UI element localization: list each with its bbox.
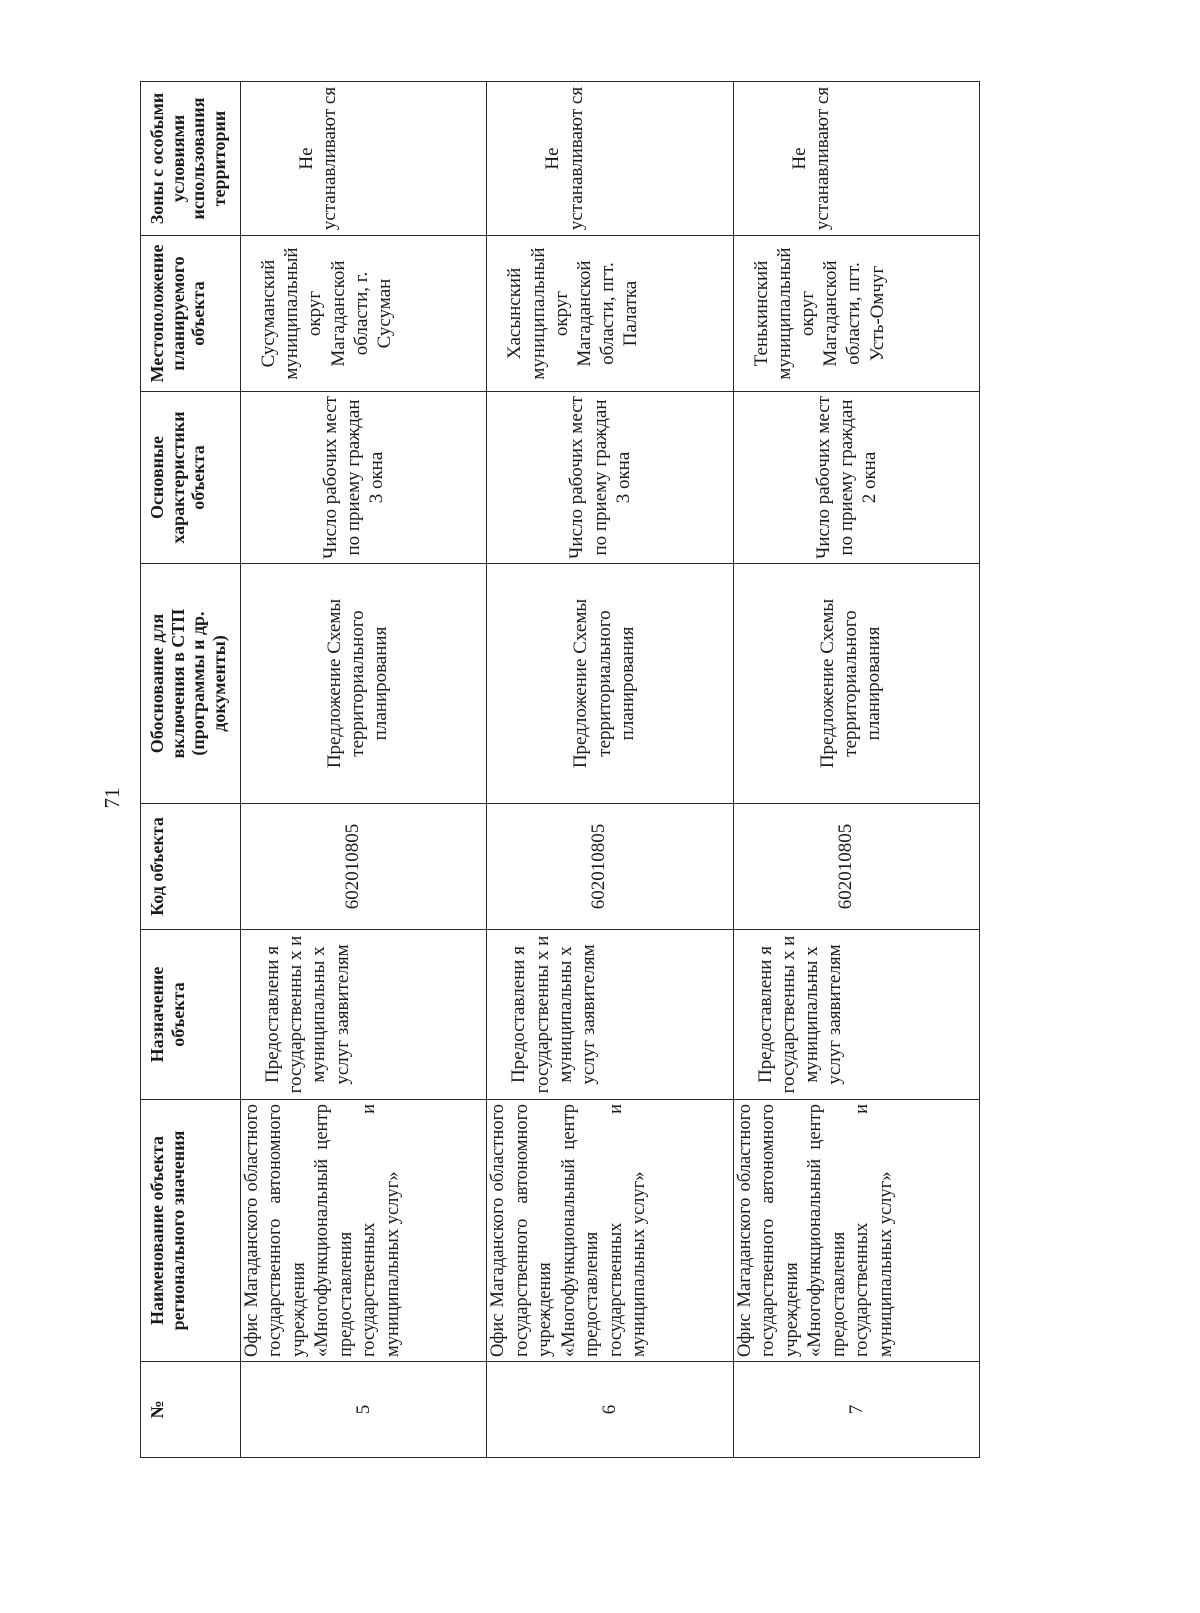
header-zones: Зоны с особыми условиями использования территории — [141, 82, 241, 236]
object-characteristics: Число рабочих мест по приему граждан 2 окна — [733, 392, 979, 564]
table-row — [241, 82, 487, 1458]
object-location: Тенькинский муниципальный округ Магаданской области, пгт. Усть-Омчуг — [733, 236, 979, 392]
object-name: Офис Магаданского областного государственного автономного учреждения «Многофункциональный центр предоставления государственных и муниципальных услуг» — [733, 1100, 979, 1362]
header-row — [141, 82, 241, 1458]
object-zones: Не устанавливают ся — [733, 82, 979, 236]
object-basis: Предложение Схемы территориального планирования — [241, 564, 487, 804]
object-purpose: Предоставлени я государственны х и муниципальны х услуг заявителям — [733, 930, 979, 1100]
object-code: 602010805 — [733, 804, 979, 930]
table-row — [487, 82, 733, 1458]
header-characteristics: Основные характеристики объекта — [141, 392, 241, 564]
object-location: Хасынский муниципальный округ Магаданской области, пгт. Палатка — [487, 236, 733, 392]
object-name: Офис Магаданского областного государственного автономного учреждения «Многофункциональный центр предоставления государственных и муниципальных услуг» — [241, 1100, 487, 1362]
header-purpose: Назначение объекта — [141, 930, 241, 1100]
header-location: Местоположение планируемого объекта — [141, 236, 241, 392]
object-purpose: Предоставлени я государственны х и муниципальны х услуг заявителям — [487, 930, 733, 1100]
row-num: 5 — [241, 1362, 487, 1458]
object-location: Сусуманский муниципальный округ Магаданской области, г. Сусуман — [241, 236, 487, 392]
object-code: 602010805 — [241, 804, 487, 930]
header-name: Наименование объекта регионального значения — [141, 1100, 241, 1362]
object-characteristics: Число рабочих мест по приему граждан 3 окна — [487, 392, 733, 564]
object-basis: Предложение Схемы территориального планирования — [487, 564, 733, 804]
table-wrapper — [140, 82, 980, 1458]
object-purpose: Предоставлени я государственны х и муниципальны х услуг заявителям — [241, 930, 487, 1100]
row-num: 6 — [487, 1362, 733, 1458]
row-num: 7 — [733, 1362, 979, 1458]
object-characteristics: Число рабочих мест по приему граждан 3 окна — [241, 392, 487, 564]
table-row — [733, 82, 979, 1458]
page-number: 71 — [100, 787, 124, 809]
header-code: Код объекта — [141, 804, 241, 930]
object-name: Офис Магаданского областного государственного автономного учреждения «Многофункциональный центр предоставления государственных и муниципальных услуг» — [487, 1100, 733, 1362]
object-zones: Не устанавливают ся — [487, 82, 733, 236]
object-basis: Предложение Схемы территориального планирования — [733, 564, 979, 804]
header-basis: Обоснование для включения в СТП (программы и др. документы) — [141, 564, 241, 804]
header-num: № — [141, 1362, 241, 1458]
object-zones: Не устанавливают ся — [241, 82, 487, 236]
object-code: 602010805 — [487, 804, 733, 930]
objects-table — [140, 81, 980, 1458]
